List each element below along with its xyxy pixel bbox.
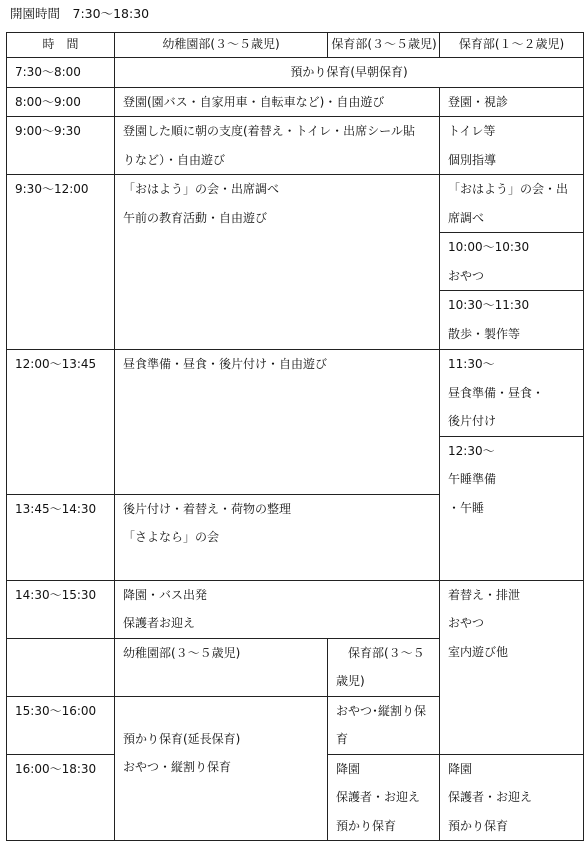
cell-line: 昼食準備・昼食・ (448, 385, 545, 400)
time-cell-empty (7, 638, 115, 696)
daily-schedule-table (6, 32, 584, 841)
time-cell: 9:00～9:30 (7, 117, 115, 175)
cell-line: 登園した順に朝の支度(着替え・トイレ・出席シール貼 (123, 124, 415, 138)
cell-line: 降園 (448, 761, 473, 776)
table-row (7, 175, 584, 233)
kinder-nursery-cell (115, 117, 440, 175)
time-cell: 12:00～13:45 (7, 350, 115, 495)
kinder-nursery-cell (115, 175, 440, 350)
early-care-cell: 預かり保育(早朝保育) (115, 58, 584, 88)
cell-line: おやつ・縦割り保育 (123, 760, 232, 774)
cell-line: 預かり保育 (336, 818, 397, 833)
cell-line: 「さよなら」の会 (123, 530, 220, 544)
sub-header-kinder (115, 638, 328, 696)
kinder-nursery-cell: 登園(園バス・自家用車・自転車など)・自由遊び (115, 87, 440, 117)
cell-line: 歳児) (336, 674, 365, 688)
nursery-3-5-cell (328, 754, 440, 841)
nursery-1-2-cell (440, 233, 584, 291)
col-header-nursery-1-2: 保育部(１～２歳児) (440, 33, 584, 58)
cell-line: 10:30～11:30 (448, 298, 530, 312)
cell-line: 午前の教育活動・自由遊び (123, 210, 268, 225)
cell-line: 保護者お迎え (123, 616, 196, 630)
nursery-1-2-cell: 登園・視診 (440, 87, 584, 117)
nursery-1-2-cell (440, 754, 584, 841)
nursery-1-2-cell (440, 350, 584, 437)
cell-line: 散歩・製作等 (448, 326, 521, 341)
table-row (7, 580, 584, 638)
col-header-kinder: 幼稚園部(３～５歳児) (115, 33, 328, 58)
cell-line: 12:30～ (448, 443, 495, 458)
cell-line: 「おはよう」の会・出席調べ (123, 182, 280, 196)
kinder-nursery-cell (115, 494, 440, 580)
cell-line: 降園 (336, 761, 361, 776)
cell-line: ・午睡 (448, 500, 485, 515)
cell-line: おやつ･縦割り保 (336, 703, 427, 718)
cell-line: 預かり保育(延長保育) (123, 731, 241, 746)
cell-line: 預かり保育 (448, 818, 509, 833)
nursery-1-2-cell (440, 291, 584, 350)
header-row (7, 33, 584, 58)
time-cell: 15:30～16:00 (7, 696, 115, 754)
time-cell: 16:00～18:30 (7, 754, 115, 841)
cell-line: 保育部(３～５ (348, 645, 425, 660)
cell-line: 保護者・お迎え (448, 790, 533, 804)
table-row (7, 350, 584, 437)
cell-line: おやつ (448, 616, 485, 630)
cell-line: 保護者・お迎え (336, 790, 421, 804)
cell-line: 後片付け・着替え・荷物の整理 (123, 501, 292, 516)
cell-line: 「おはよう」の会・出 (448, 182, 569, 196)
opening-hours: 開園時間 7:30～18:30 (10, 6, 150, 21)
cell-line: 室内遊び他 (448, 644, 509, 659)
cell-line: 着替え・排泄 (448, 587, 521, 602)
time-cell: 8:00～9:00 (7, 87, 115, 117)
kinder-extended-care-cell (115, 696, 328, 841)
kinder-nursery-cell (115, 580, 440, 638)
cell-line: 11:30～ (448, 357, 495, 371)
time-cell: 13:45～14:30 (7, 494, 115, 580)
table-row (7, 87, 584, 117)
cell-line: 降園・バス出発 (123, 587, 208, 602)
nursery-1-2-cell (440, 580, 584, 754)
cell-line: 個別指導 (448, 152, 497, 167)
cell-line: りなど）・自由遊び (123, 152, 226, 167)
col-header-time: 時 間 (7, 33, 115, 58)
sub-header-nursery (328, 638, 440, 696)
cell-line: 席調べ (448, 210, 485, 225)
table-row (7, 58, 584, 88)
cell-line: おやつ (448, 268, 485, 283)
cell-line: 育 (336, 732, 349, 746)
time-cell: 9:30～12:00 (7, 175, 115, 350)
time-cell: 7:30～8:00 (7, 58, 115, 88)
cell-line: 10:00～10:30 (448, 240, 530, 254)
nursery-3-5-cell (328, 696, 440, 754)
col-header-nursery-3-5 (328, 33, 440, 58)
cell-line: トイレ等 (448, 124, 496, 138)
time-cell: 14:30～15:30 (7, 580, 115, 638)
kinder-nursery-cell: 昼食準備・昼食・後片付け・自由遊び (115, 350, 440, 495)
cell-line: 後片付け (448, 414, 497, 428)
col-header-nursery-3-5-label: 保育部(３～５歳児) (331, 37, 437, 51)
cell-line: 午睡準備 (448, 472, 497, 486)
nursery-1-2-cell (440, 175, 584, 233)
table-row (7, 117, 584, 175)
nursery-1-2-cell (440, 436, 584, 580)
cell-line: 幼稚園部(３～５歳児) (123, 645, 241, 660)
nursery-1-2-cell (440, 117, 584, 175)
